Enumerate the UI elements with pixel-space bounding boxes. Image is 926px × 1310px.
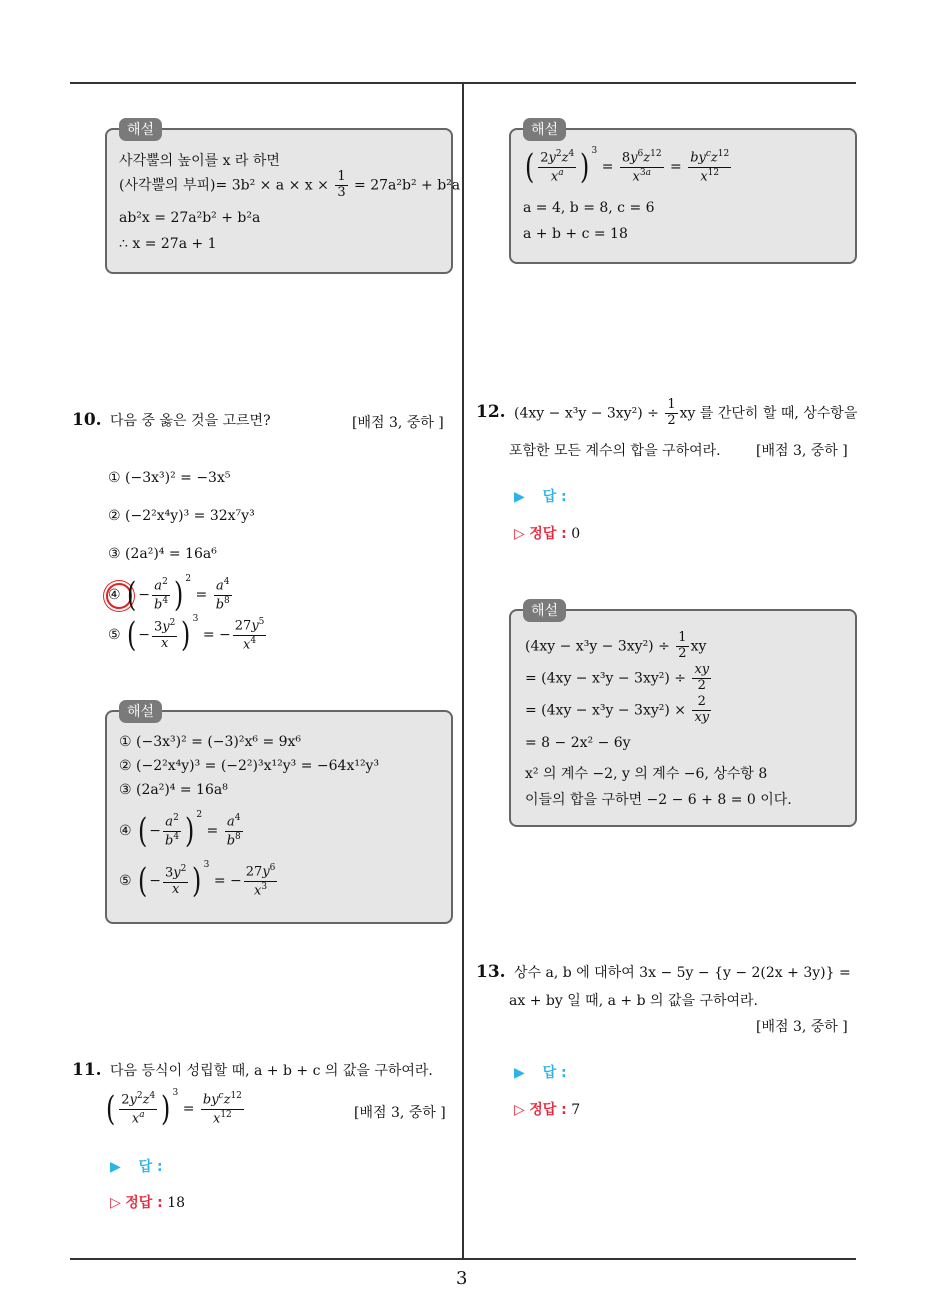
q12-sol-5: x² 의 계수 −2, y 의 계수 −6, 상수항 8	[525, 766, 768, 782]
q10-sol-2: ② (−2²x⁴y)³ = (−2²)³x¹²y³ = −64x¹²y³	[119, 758, 380, 774]
q9-sol-line3: ab²x = 27a²b² + b²a	[119, 210, 261, 226]
q13-meta: [배점 3, 중하 ]	[756, 1019, 848, 1035]
q11-number: 11.	[72, 1060, 102, 1080]
q11-sol-3: a + b + c = 18	[523, 226, 628, 242]
q11-meta: [배점 3, 중하 ]	[354, 1105, 446, 1121]
q13-question: 13. 상수 a, b 에 대하여 3x − 5y − {y − 2(2x + 3y)} =	[476, 962, 851, 982]
solution-tag: 해설	[523, 599, 566, 622]
play-icon: ▶	[514, 1065, 525, 1081]
q13-number: 13.	[476, 962, 506, 982]
solution-tag: 해설	[523, 118, 566, 141]
q10-option-5[interactable]: ⑤ ( − $\frac{3y^2}{x}$ ) $^3$ = − $\frac{27y^5}{x^4}$	[108, 614, 265, 655]
q11-text: 다음 등식이 성립할 때, a + b + c 의 값을 구하여라.	[110, 1063, 433, 1079]
q12-meta: [배점 3, 중하 ]	[756, 443, 848, 459]
q12-solution-box	[509, 603, 857, 827]
q13-text-line2: ax + by 일 때, a + b 의 값을 구하여라.	[509, 993, 759, 1009]
solution-tag: 해설	[119, 700, 162, 723]
q10-option-4[interactable]: ④ ( − $\frac{a^2}{b^4}$ ) $^2$ = $\frac{a^4}{b^8}$	[108, 574, 230, 615]
q11-answer-field[interactable]: ▶ 답 :	[110, 1159, 163, 1175]
q9-solution-box	[105, 122, 461, 274]
q12-sol-4: = 8 − 2x² − 6y	[525, 735, 631, 751]
triangle-outline-icon: ▷	[514, 1102, 525, 1118]
play-icon: ▶	[110, 1159, 121, 1175]
q12-question: 12. (4xy − x³y − 3xy²) ÷ $\frac{1}{2}$ xy 를 간단히 할 때, 상수항을	[476, 397, 858, 428]
q9-sol-line2: (사각뿔의 부피)= 3b² × a × x × $\frac{1}{3}$ = 27a²b² + b²a	[119, 169, 461, 200]
q10-sol-5: ⑤ ( − $\frac{3y^2}{x}$ ) $^3$ = − $\frac{27y^6}{x^3}$	[119, 860, 276, 901]
q10-option-2[interactable]: ② (−2²x⁴y)³ = 32x⁷y³	[108, 508, 255, 524]
q12-answer-field[interactable]: ▶ 답 :	[514, 489, 567, 505]
q12-sol-1: (4xy − x³y − 3xy²) ÷ $\frac{1}{2}$ xy	[525, 630, 707, 661]
q11-correct-answer: ▷ 정답 : 18	[110, 1195, 186, 1211]
bottom-rule	[70, 1258, 856, 1260]
q12-correct-answer: ▷ 정답 : 0	[514, 526, 581, 542]
q11-sol-2: a = 4, b = 8, c = 6	[523, 200, 655, 216]
triangle-outline-icon: ▷	[514, 526, 525, 542]
q10-sol-3: ③ (2a²)⁴ = 16a⁸	[119, 782, 228, 798]
q9-sol-line1: 사각뿔의 높이를 x 라 하면	[119, 153, 280, 169]
q11-equation: ( $\frac{2y^2z^4}{x^a}$ ) $^3$ = $\frac{by^cz^{12}}{x^{12}}$	[105, 1088, 242, 1129]
play-icon: ▶	[514, 489, 525, 505]
q11-sol-1: ( $\frac{2y^2z^4}{x^a}$ ) $^3$ = $\frac{8y^6z^{12}}{x^{3a}}$ = $\frac{by^cz^{12}}{x^{12}}$	[524, 146, 730, 187]
q11-solution-box	[509, 122, 857, 264]
q12-number: 12.	[476, 402, 506, 423]
q10-question	[72, 410, 271, 430]
q12-sol-6: 이들의 합을 구하면 −2 − 6 + 8 = 0 이다.	[525, 792, 792, 808]
q12-text-line2: 포함한 모든 계수의 합을 구하여라.	[509, 443, 721, 459]
q11-question	[72, 1060, 433, 1080]
q10-sol-1: ① (−3x³)² = (−3)²x⁶ = 9x⁶	[119, 734, 302, 750]
q10-number: 10.	[72, 410, 102, 430]
q10-text: 다음 중 옳은 것을 고르면?	[110, 413, 271, 429]
column-divider	[462, 82, 464, 1258]
q10-option-3[interactable]: ③ (2a²)⁴ = 16a⁶	[108, 546, 217, 562]
q10-meta: [배점 3, 중하 ]	[352, 415, 444, 431]
triangle-outline-icon: ▷	[110, 1195, 121, 1211]
q10-option-1[interactable]: ① (−3x³)² = −3x⁵	[108, 470, 231, 486]
q13-correct-answer: ▷ 정답 : 7	[514, 1102, 581, 1118]
q13-answer-field[interactable]: ▶ 답 :	[514, 1065, 567, 1081]
solution-tag: 해설	[119, 118, 162, 141]
page-number: 3	[456, 1268, 468, 1289]
q10-solution-box	[105, 704, 453, 924]
q12-sol-2: = (4xy − x³y − 3xy²) ÷ $\frac{xy}{2}$	[525, 662, 710, 693]
q10-sol-4: ④ ( − $\frac{a^2}{b^4}$ ) $^2$ = $\frac{a^4}{b^8}$	[119, 810, 241, 851]
q12-sol-3: = (4xy − x³y − 3xy²) × $\frac{2}{xy}$	[525, 694, 710, 725]
q9-sol-line4: ∴ x = 27a + 1	[119, 236, 217, 252]
